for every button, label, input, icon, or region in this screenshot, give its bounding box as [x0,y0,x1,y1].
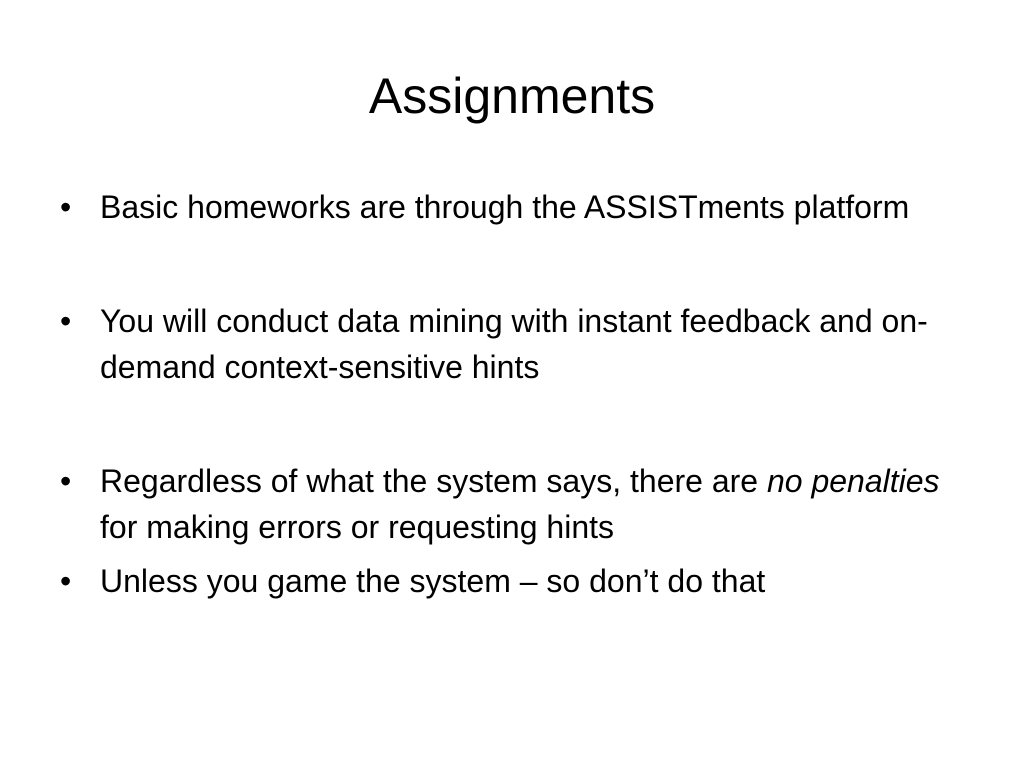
bullet-emphasis: no penalties [766,463,940,499]
bullet-text [100,463,940,545]
bullet-text: Unless you game the system – so don’t do that [100,563,766,599]
bullet-list [60,184,960,604]
bullet-item [60,298,960,390]
bullet-marker: • [60,563,72,599]
bullet-text: Basic homeworks are through the ASSISTments platform [100,189,910,225]
bullet-item [60,184,960,230]
bullet-item [60,458,960,550]
bullet-text-after: for making errors or requesting hints [100,509,614,545]
slide-title: Assignments [368,68,656,124]
bullet-marker: • [60,303,72,339]
bullet-item [60,558,960,604]
bullet-text-before: Regardless of what the system says, there are [100,463,767,499]
bullet-text: You will conduct data mining with instant feedback and on-demand context-sensitive hints [100,303,928,385]
bullet-marker: • [60,463,72,499]
bullet-marker: • [60,189,72,225]
